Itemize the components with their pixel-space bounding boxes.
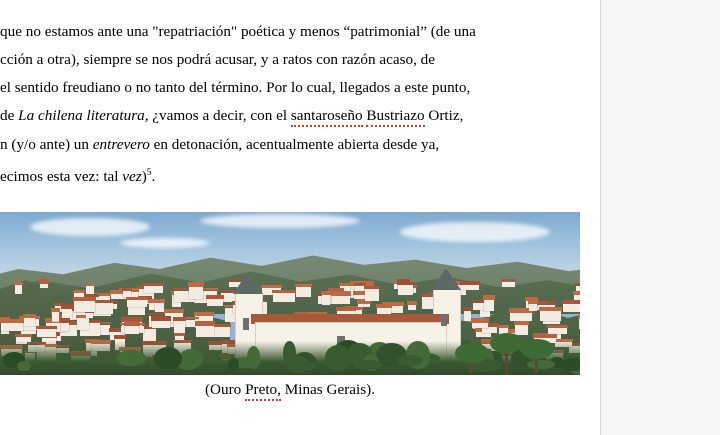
roof <box>148 313 167 315</box>
house <box>94 303 113 314</box>
roof <box>151 316 171 320</box>
roof <box>164 309 184 313</box>
palm-crown <box>520 339 554 359</box>
roof <box>126 297 149 299</box>
roof <box>195 321 215 325</box>
palm-crown <box>455 343 489 363</box>
roof <box>533 333 557 338</box>
roof <box>483 295 495 300</box>
roof <box>85 283 95 285</box>
line-text: ) <box>141 168 147 186</box>
page-margin-area <box>600 0 720 435</box>
paragraph-line <box>0 18 476 47</box>
paragraph-line <box>0 131 439 160</box>
roof <box>60 318 70 323</box>
cloud <box>120 238 210 248</box>
line-text: de <box>0 107 19 124</box>
house <box>189 285 203 299</box>
roof <box>154 299 165 303</box>
line-text: cción a otra), siempre se nos podrá acusar, y a ratos con razón acaso, de <box>0 51 436 68</box>
palm-crown <box>490 333 524 353</box>
roof <box>73 297 96 301</box>
spellcheck-word: Bustriazo <box>366 107 424 127</box>
roof <box>122 288 132 292</box>
photo-canvas <box>0 212 580 375</box>
roof <box>539 307 562 311</box>
house <box>152 319 170 328</box>
paragraph-line <box>0 74 470 103</box>
caption-suffix: Minas Gerais). <box>280 381 375 398</box>
house <box>174 320 185 333</box>
roof <box>73 290 85 293</box>
house <box>143 328 155 341</box>
house <box>1 322 23 331</box>
house <box>37 329 56 337</box>
tree <box>527 360 555 369</box>
roof <box>498 325 509 329</box>
roof <box>114 335 126 339</box>
line-text: ¿vamos a decir, con el <box>148 107 291 124</box>
roof <box>575 283 580 285</box>
house <box>579 318 580 329</box>
tree <box>247 346 261 369</box>
house <box>123 291 131 297</box>
tree <box>353 360 382 370</box>
roof <box>188 282 204 287</box>
italic-title: La chilena literatura, <box>18 107 149 124</box>
italic-word: entrevero <box>92 136 150 153</box>
house <box>155 302 164 312</box>
line-text: ecimos esta vez: tal <box>0 168 123 186</box>
roof <box>51 308 61 312</box>
house <box>15 285 22 293</box>
roof <box>0 319 24 323</box>
paragraph-line <box>0 159 155 192</box>
line-text: el sentido freudiano o no tanto del término. Por lo cual, llegados a este punto, <box>0 79 471 96</box>
spellcheck-word: Preto, <box>245 381 281 401</box>
roof <box>514 321 528 326</box>
paragraph-line <box>0 46 435 75</box>
roof <box>14 282 23 285</box>
house <box>484 298 494 311</box>
caption-prefix: (Ouro <box>205 381 246 398</box>
paragraph-line <box>0 102 463 131</box>
cloud <box>200 214 360 228</box>
line-text: n (y/o ante) un <box>0 136 93 153</box>
line-text: . <box>151 168 156 186</box>
italic-word: vez <box>122 168 142 186</box>
tree <box>485 360 503 370</box>
line-text: que no estamos ante una "repatriación" poética y menos “patrimonial” (de una <box>0 23 476 40</box>
tree <box>17 361 31 371</box>
ouro-preto-photo[interactable] <box>0 212 580 375</box>
house <box>515 324 527 336</box>
house <box>86 286 94 294</box>
house <box>548 328 567 334</box>
church-spire-left <box>233 272 263 294</box>
roof <box>547 325 568 328</box>
house <box>540 310 561 321</box>
tree <box>154 347 182 369</box>
church-window <box>441 314 447 326</box>
house <box>24 317 35 327</box>
figure-caption <box>0 381 580 399</box>
church-window <box>243 318 249 330</box>
roof <box>528 299 538 304</box>
house <box>563 303 581 312</box>
roof <box>36 326 57 328</box>
roof <box>573 291 580 295</box>
roof <box>173 317 186 320</box>
house <box>144 286 163 293</box>
tree <box>116 350 146 365</box>
church-spire-right <box>431 268 461 290</box>
line-text: en detonación, acentualmente abierta desde ya, <box>149 136 440 153</box>
roof <box>184 317 199 319</box>
tree <box>562 358 580 371</box>
house <box>74 300 95 312</box>
line-text: Ortiz, <box>424 107 464 124</box>
house <box>196 324 214 337</box>
roof <box>143 283 164 286</box>
roof <box>194 312 215 316</box>
house <box>127 300 148 307</box>
tree <box>325 345 351 370</box>
roof <box>501 279 516 281</box>
house <box>502 282 515 287</box>
tree <box>397 355 422 366</box>
house <box>52 311 60 321</box>
spellcheck-word: santaroseño <box>291 107 363 127</box>
house <box>77 318 89 331</box>
roof <box>562 300 581 304</box>
cloud <box>400 222 550 242</box>
house <box>207 298 223 306</box>
roof <box>124 321 140 326</box>
roof <box>23 314 36 318</box>
footnote-marker: 5 <box>146 168 152 178</box>
tree <box>286 356 309 373</box>
roof <box>15 334 32 337</box>
roof <box>174 333 185 336</box>
roof <box>206 295 224 298</box>
roof <box>578 315 580 319</box>
roof <box>39 279 49 284</box>
cloud <box>30 218 150 236</box>
